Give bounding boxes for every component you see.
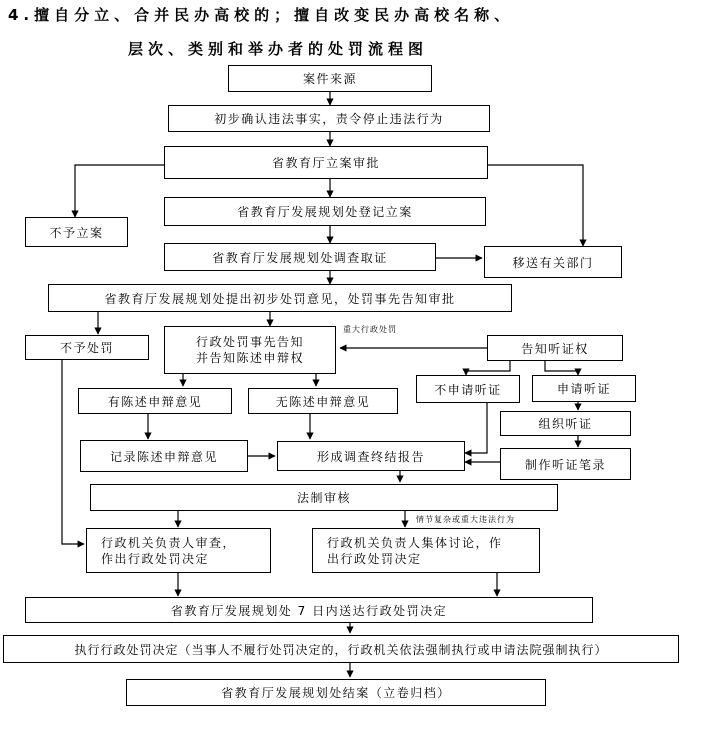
notify-line-1: 行政处罚事先告知 — [195, 335, 304, 349]
case-source-box: 案件来源 — [228, 65, 432, 92]
request-hearing-box: 申请听证 — [532, 375, 636, 402]
no-case-box: 不予立案 — [25, 217, 128, 247]
close-case-box: 省教育厅发展规划处结案（立卷归档） — [126, 679, 546, 706]
record-statement-box: 记录陈述申辩意见 — [80, 440, 248, 472]
legal-review-box: 法制审核 — [90, 484, 558, 511]
major-penalty-note: 重大行政处罚 — [343, 325, 397, 334]
head-review-box — [86, 528, 271, 573]
complex-case-note: 情节复杂或重大违法行为 — [416, 515, 515, 524]
preliminary-opinion-box: 省教育厅发展规划处提出初步处罚意见，处罚事先告知审批 — [48, 284, 512, 312]
no-hearing-request-box: 不申请听证 — [416, 375, 520, 403]
province-approval-box: 省教育厅立案审批 — [164, 146, 488, 179]
notify-statement-box — [164, 326, 336, 374]
investigate-box: 省教育厅发展规划处调查取证 — [164, 243, 436, 271]
transfer-box: 移送有关部门 — [484, 246, 622, 278]
preliminary-confirm-box: 初步确认违法事实，责令停止违法行为 — [168, 105, 490, 132]
execute-decision-box: 执行行政处罚决定（当事人不履行处罚决定的，行政机关依法强制执行或申请法院强制执行） — [3, 635, 679, 663]
collective-discussion-box — [312, 528, 540, 573]
head-review-line-1: 行政机关负责人审查， — [101, 535, 237, 550]
deliver-decision-box: 省教育厅发展规划处 7 日内送达行政处罚决定 — [25, 597, 593, 623]
notify-line-2: 并告知陈述申辩权 — [195, 351, 304, 365]
collective-line-1: 行政机关负责人集体讨论，作 — [327, 535, 503, 550]
collective-line-2: 出行政处罚决定 — [327, 551, 422, 566]
hearing-right-box: 告知听证权 — [487, 335, 623, 361]
has-statement-box: 有陈述申辩意见 — [78, 388, 232, 414]
register-case-box: 省教育厅发展规划处登记立案 — [164, 197, 486, 226]
title-line-1: 4.擅自分立、合并民办高校的；擅自改变民办高校名称、 — [8, 6, 515, 24]
hearing-transcript-box: 制作听证笔录 — [500, 448, 631, 480]
final-report-box: 形成调查终结报告 — [277, 441, 465, 471]
title-line-2: 层次、类别和举办者的处罚流程图 — [128, 40, 429, 58]
head-review-line-2: 作出行政处罚决定 — [101, 551, 210, 566]
organize-hearing-box: 组织听证 — [500, 411, 631, 436]
no-penalty-box: 不予处罚 — [25, 335, 149, 360]
no-statement-box: 无陈述申辩意见 — [248, 388, 398, 414]
